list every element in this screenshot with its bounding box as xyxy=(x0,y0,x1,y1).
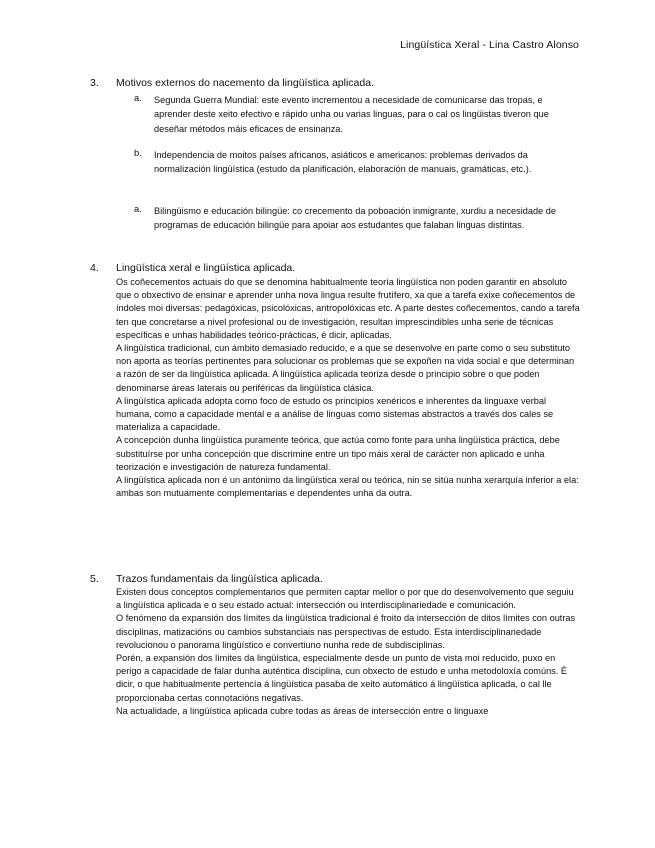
list-item-letter: b. xyxy=(134,148,142,158)
list-item-letter: a. xyxy=(134,204,142,214)
section-number: 4. xyxy=(90,262,99,274)
paragraph: A lingüística tradicional, cun ámbito demasiado reducido, e a que se desenvolve en parte como o seu substituto non aporta as teorías pertinentes para solucionar os problemas que se expoñen na vida social e que determinan a razón de ser da lingüística aplicada. A lingüística aplicada teoriza desde o principio sobre o que poden denominarse áreas laterais ou periféricas da lingüística clásica. xyxy=(116,343,575,393)
list-item-text: Bilingüismo e educación bilingüe: co crecemento da poboación inmigrante, xurdiu a necesidade de programas de educación bilingüe para apoiar aos estudantes que falaban linguas distintas. xyxy=(154,206,556,231)
section-number: 5. xyxy=(90,573,99,585)
paragraph: Na actualidade, a lingüística aplicada cubre todas as áreas de intersección entre o linguaxe xyxy=(116,705,489,716)
section-body xyxy=(116,276,581,500)
list-item-text: Segunda Guerra Mundial: este evento incrementou a necesidade de comunicarse das tropas, e aprender deste xeito efectivo e rápido unha ou varias linguas, para o cal os lingüistas tiveron que deseñar métodos máis eficaces de ensinanza. xyxy=(154,95,549,134)
section-body xyxy=(116,586,581,718)
list-item-text: Independencia de moitos países africanos, asiáticos e americanos: problemas derivados da normalización lingüística (estudo da planificación, elaboración de manuais, gramáticas, etc.). xyxy=(154,150,532,175)
section-title: Lingüística xeral e lingüística aplicada. xyxy=(116,262,296,274)
page-header: Lingüística Xeral - Lina Castro Alonso xyxy=(400,39,579,51)
section-title: Trazos fundamentais da lingüística aplicada. xyxy=(116,573,323,585)
paragraph: Os coñecementos actuais do que se denomina habitualmente teoría lingüística non poden garantir en absoluto que o obxectivo de ensinar e aprender unha nova lingua resulte frutífero, xa que a tarefa exixe coñecementos de índoles moi diversas: pedagóxicas, psicolóxicas, antropolóxicas etc. A parte destes coñecementos, cando a tarefa ten que concretarse a nivel profesional ou de investigación, resultan imprescindibles unha serie de técnicas específicas e unhas habilidades teórico-prácticas, é dicir, aplicadas. xyxy=(116,277,580,340)
paragraph: Porén, a expansión dos límites da lingüística, especialmente desde un punto de vista moi reducido, puxo en perigo a capacidade de falar dunha auténtica disciplina, cun obxecto de estudo e unha metodoloxía comúns. É dicir, o que habitualmente pertencía á lingüística pasaba de xeito automático á lingüística aplicada, o cal lle proporcionaba certas connotacións negativas. xyxy=(116,653,568,703)
paragraph: Existen dous conceptos complementarios que permiten captar mellor o por que do desenvolvemento que seguiu a lingüística aplicada e o seu estado actual: intersección ou interdisciplinariedade e comunicación. xyxy=(116,587,574,611)
section-title: Motivos externos do nacemento da lingüística aplicada. xyxy=(116,77,374,89)
section-number: 3. xyxy=(90,77,99,89)
paragraph: A lingüística aplicada non é un antónimo da lingüística xeral ou teórica, nin se sitúa nunha xerarquía inferior a ela: ambas son mutuamente complementarias e dependentes unha da outra. xyxy=(116,475,579,499)
list-item-letter: a. xyxy=(134,93,142,103)
paragraph: A concepción dunha lingüística puramente teórica, que actúa como fonte para unha lingüística práctica, debe substituírse por unha concepción que discrimine entre un tipo máis xeral de carácter non aplicado e unha teorización e investigación de natureza fundamental. xyxy=(116,435,560,472)
paragraph: A lingüística aplicada adopta como foco de estudo os principios xenéricos e inherentes da linguaxe verbal humana, como a capacidade mental e a análise de linguas como sistemas abstractos a través dos cales se materializa a capacidade. xyxy=(116,395,554,433)
paragraph: O fenómeno da expansión dos límites da lingüística tradicional é froito da intersección de ditos límites con outras disciplinas, matizacións ou cambios substanciais nas perspectivas de estudo. Esta interdisciplinariedade revolucionou o panorama lingüístico e convertiuno nunha rede de subdisciplinas. xyxy=(116,613,576,650)
